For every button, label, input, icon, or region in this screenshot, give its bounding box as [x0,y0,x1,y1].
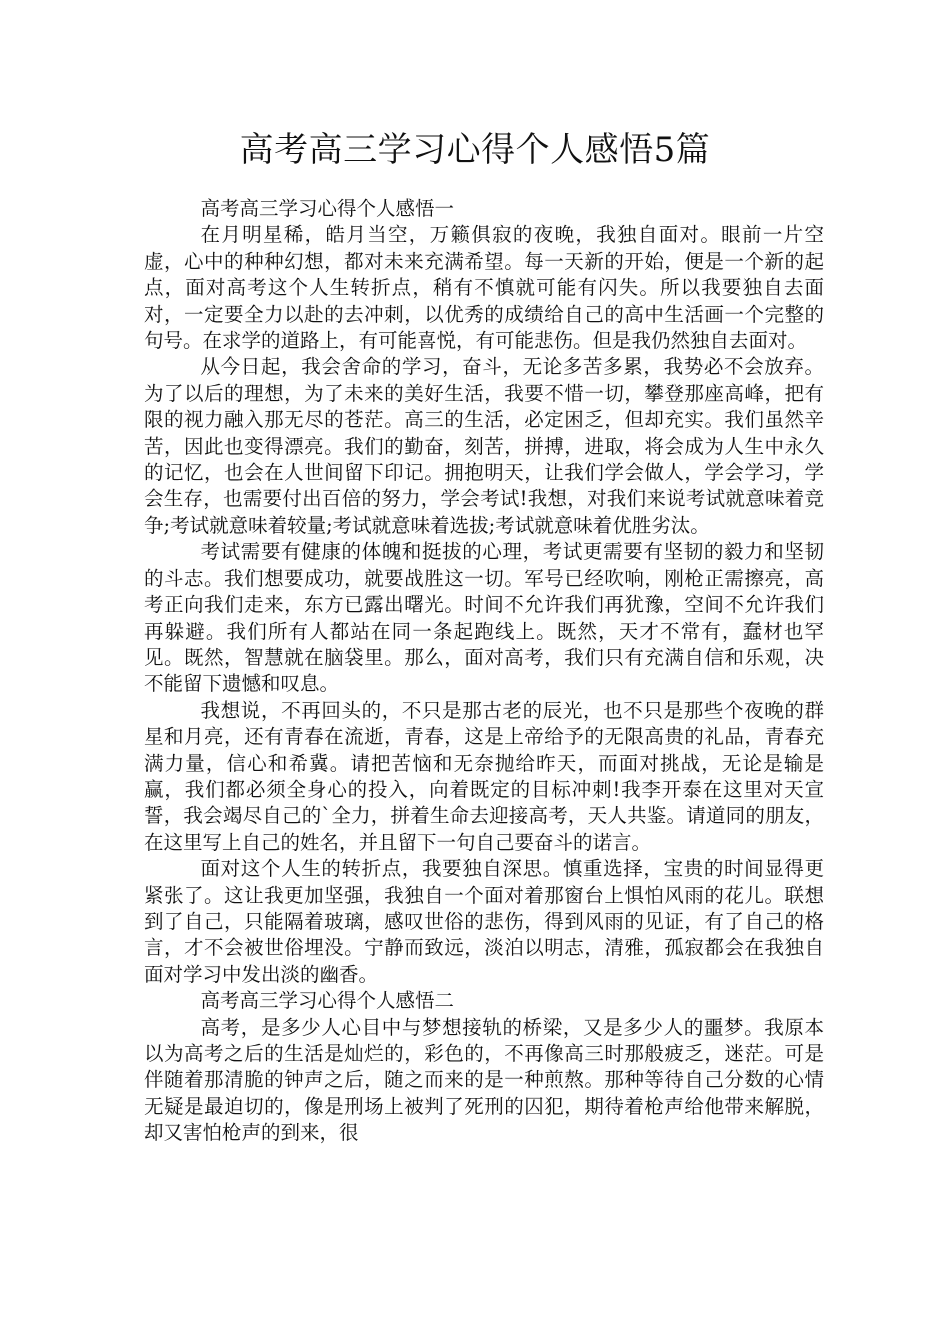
body-paragraph: 考试需要有健康的体魄和挺拔的心理，考试更需要有坚韧的毅力和坚韧的斗志。我们想要成功，就要战胜这一切。军号已经吹响，刚枪正需擦亮，高考正向我们走来，东方已露出曙光。时间不允许我们再犹豫，空间不允许我们再躲避。我们所有人都站在同一条起跑线上。既然，天才不常有，蠢材也罕见。既然，智慧就在脑袋里。那么，面对高考，我们只有充满自信和乐观，决不能留下遗憾和叹息。 [144,540,824,696]
body-paragraph: 我想说，不再回头的，不只是那古老的辰光，也不只是那些个夜晚的群星和月亮，还有青春在流逝，青春，这是上帝给予的无限高贵的礼品，青春充满力量，信心和希冀。请把苦恼和无奈抛给昨天，而面对挑战，无论是输是赢，我们都必须全身心的投入，向着既定的目标冲刺!我李开泰在这里对天宣誓，我会竭尽自己的`全力，拼着生命去迎接高考，天人共鉴。请道同的朋友，在这里写上自己的姓名，并且留下一句自己要奋斗的诺言。 [144,698,824,854]
body-paragraph: 从今日起，我会舍命的学习，奋斗，无论多苦多累，我势必不会放弃。为了以后的理想，为了未来的美好生活，我要不惜一切，攀登那座高峰，把有限的视力融入那无尽的苍茫。高三的生活，必定困乏，但却充实。我们虽然辛苦，因此也变得漂亮。我们的勤奋，刻苦，拼搏，进取，将会成为人生中永久的记忆，也会在人世间留下印记。拥抱明天，让我们学会做人，学会学习，学会生存，也需要付出百倍的努力，学会考试!我想，对我们来说考试就意味着竞争;考试就意味着较量;考试就意味着选拔;考试就意味着优胜劣汰。 [144,355,824,537]
body-paragraph: 高考，是多少人心目中与梦想接轨的桥梁，又是多少人的噩梦。我原本以为高考之后的生活是灿烂的，彩色的，不再像高三时那般疲乏，迷茫。可是伴随着那清脆的钟声之后，随之而来的是一种煎熬。那种等待自己分数的心情无疑是最迫切的，像是刑场上被判了死刑的囚犯，期待着枪声给他带来解脱，却又害怕枪声的到来，很 [144,1015,824,1145]
section-heading-1: 高考高三学习心得个人感悟一 [200,197,455,220]
document-body [144,196,824,1147]
section-heading-2: 高考高三学习心得个人感悟二 [200,989,455,1013]
body-paragraph: 面对这个人生的转折点，我要独自深思。慎重选择，宝贵的时间显得更紧张了。这让我更加坚强，我独自一个面对着那窗台上惧怕风雨的花儿。联想到了自己，只能隔着玻璃，感叹世俗的悲伤，得到风雨的见证，有了自己的格言，才不会被世俗埋没。宁静而致远，淡泊以明志，清雅，孤寂都会在我独自面对学习中发出淡的幽香。 [144,857,824,986]
body-paragraph: 在月明星稀，皓月当空，万籁俱寂的夜晚，我独自面对。眼前一片空虚，心中的种种幻想，都对未来充满希望。每一天新的开始，便是一个新的起点，面对高考这个人生转折点，稍有不慎就可能有闪失。所以我要独自去面对，一定要全力以赴的去冲刺，以优秀的成绩给自己的高中生活画一个完整的句号。在求学的道路上，有可能喜悦，有可能悲伤。但是我仍然独自去面对。 [144,223,824,353]
document-title: 高考高三学习心得个人感悟5篇 [239,130,711,170]
